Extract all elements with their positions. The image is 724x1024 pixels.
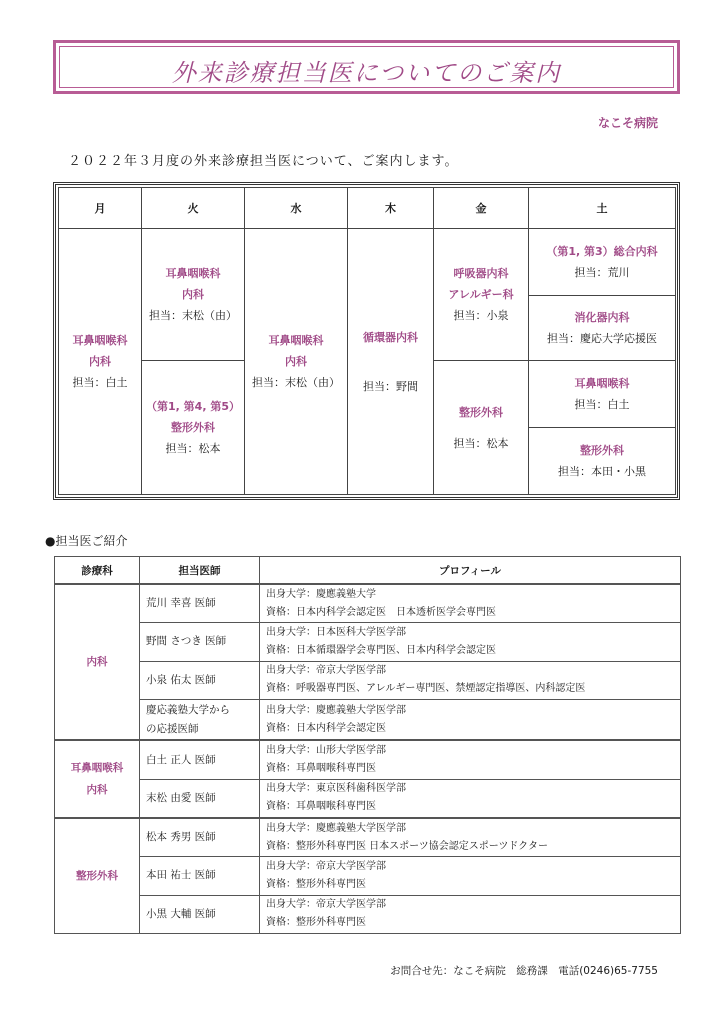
sat3-dept: 耳鼻咽喉科 <box>574 377 630 390</box>
profile-school: 出身大学：東京医科歯科医学部 <box>266 783 406 795</box>
header-doctor: 担当医師 <box>140 557 260 585</box>
profile-qual: 資格：整形外科専門医 日本スポーツ協会認定スポーツドクター <box>266 840 548 852</box>
profile-qual: 資格：耳鼻咽喉科専門医 <box>266 801 376 813</box>
wed-dept2: 内科 <box>285 355 307 368</box>
day-wed: 水 <box>245 188 348 229</box>
tue-cell-2 <box>142 361 245 495</box>
profile-school: 出身大学：慶應義塾大学医学部 <box>266 704 406 716</box>
profile-school: 出身大学：慶應義塾大学 <box>266 588 376 600</box>
mon-dept2: 内科 <box>89 355 111 368</box>
day-thu: 木 <box>348 188 434 229</box>
profile-cell <box>260 740 681 779</box>
sat2-doc: 担当：慶応大学応援医 <box>547 332 657 345</box>
doctor-name: 小泉 佑太 医師 <box>140 661 260 699</box>
dept-ent <box>55 740 140 818</box>
doctor-name <box>140 699 260 740</box>
sat3-doc: 担当：白土 <box>574 398 630 411</box>
doctor-name: 本田 祐士 医師 <box>140 857 260 895</box>
profile-school: 出身大学：慶應義塾大学医学部 <box>266 822 406 834</box>
profile-qual: 資格：日本循環器学会専門医、日本内科学会認定医 <box>266 644 496 656</box>
profile-qual: 資格：日本内科学会認定医 <box>266 722 386 734</box>
profile-cell <box>260 661 681 699</box>
profile-table <box>54 556 681 934</box>
tue1-dept1: 耳鼻咽喉科 <box>165 267 221 280</box>
contact-info: お問合せ先：なこそ病院 総務課 電話(0246)65-7755 <box>390 965 658 977</box>
dept-internal: 内科 <box>55 584 140 740</box>
tue1-doc: 担当：末松（由） <box>149 309 237 322</box>
doctor-name: 野間 さつき 医師 <box>140 623 260 661</box>
tue1-dept2: 内科 <box>182 288 204 301</box>
profile-qual: 資格：耳鼻咽喉科専門医 <box>266 763 376 774</box>
profile-cell <box>260 623 681 661</box>
header-dept: 診療科 <box>55 557 140 585</box>
page-title: 外来診療担当医についてのご案内 <box>171 59 562 87</box>
sat2-dept: 消化器内科 <box>574 311 630 324</box>
profile-qual: 資格：呼吸器専門医、アレルギー専門医、禁煙認定指導医、内科認定医 <box>266 683 586 695</box>
day-mon: 月 <box>59 188 142 229</box>
thu-cell <box>348 229 434 495</box>
mon-doc: 担当：白土 <box>72 376 128 389</box>
fri1-dept1: 呼吸器内科 <box>453 267 509 280</box>
tue2-note: （第1, 第4, 第5） <box>146 400 240 413</box>
hospital-name: なこそ病院 <box>597 116 658 130</box>
doctor-name: 松本 秀男 医師 <box>140 818 260 857</box>
profile-school: 出身大学：山形大学医学部 <box>266 745 386 756</box>
doctor-name-line2: の応援医師 <box>146 722 199 735</box>
wed-cell <box>245 229 348 495</box>
intro-text: ２０２２年３月度の外来診療担当医について、ご案内します。 <box>68 154 459 169</box>
sat1-doc: 担当：荒川 <box>574 266 630 279</box>
doctor-name: 荒川 幸喜 医師 <box>140 584 260 623</box>
sat-cell-4 <box>529 428 676 495</box>
thu-dept: 循環器内科 <box>363 330 418 344</box>
title-box <box>53 40 680 94</box>
sat4-dept: 整形外科 <box>580 444 624 457</box>
sat-cell-3 <box>529 361 676 428</box>
day-tue: 火 <box>142 188 245 229</box>
doctor-name: 小黒 大輔 医師 <box>140 895 260 933</box>
doctor-name: 末松 由愛 医師 <box>140 779 260 818</box>
profile-cell <box>260 584 681 623</box>
sat-cell-2 <box>529 296 676 361</box>
dept-ortho: 整形外科 <box>55 818 140 934</box>
profile-school: 出身大学：帝京大学医学部 <box>266 899 386 911</box>
fri2-doc: 担当：松本 <box>453 436 509 450</box>
header-profile: プロフィール <box>260 557 681 585</box>
schedule-table <box>58 187 676 495</box>
doctors-heading: ●担当医ご紹介 <box>45 534 128 548</box>
profile-cell <box>260 779 681 818</box>
profile-cell <box>260 699 681 740</box>
fri2-dept: 整形外科 <box>459 405 503 419</box>
profile-qual: 資格：整形外科専門医 <box>266 878 366 890</box>
profile-cell <box>260 895 681 933</box>
day-sat: 土 <box>529 188 676 229</box>
fri1-doc: 担当：小泉 <box>453 309 509 322</box>
profile-cell <box>260 857 681 895</box>
mon-dept1: 耳鼻咽喉科 <box>72 334 128 347</box>
day-fri: 金 <box>434 188 529 229</box>
profile-school: 出身大学：帝京大学医学部 <box>266 860 386 872</box>
doctor-name: 白土 正人 医師 <box>140 740 260 779</box>
tue-cell-1 <box>142 229 245 361</box>
sat-cell-1 <box>529 229 676 296</box>
profile-school: 出身大学：日本医科大学医学部 <box>266 626 406 638</box>
wed-doc: 担当：末松（由） <box>252 376 340 389</box>
profile-school: 出身大学：帝京大学医学部 <box>266 665 386 677</box>
sat1-dept: （第1, 第3）総合内科 <box>546 245 658 258</box>
fri-cell-1 <box>434 229 529 361</box>
profile-cell <box>260 818 681 857</box>
profile-qual: 資格：整形外科専門医 <box>266 917 366 929</box>
mon-cell <box>59 229 142 495</box>
tue2-dept: 整形外科 <box>171 421 215 434</box>
doctor-name-line1: 慶応義塾大学から <box>146 703 230 716</box>
profile-qual: 資格：日本内科学会認定医 日本透析医学会専門医 <box>266 606 496 618</box>
dept-ent-line1: 耳鼻咽喉科 <box>70 762 124 775</box>
sat4-doc: 担当：本田・小黒 <box>558 465 646 478</box>
fri-cell-2 <box>434 361 529 495</box>
fri1-dept2: アレルギー科 <box>448 288 514 301</box>
dept-ent-line2: 内科 <box>86 784 108 797</box>
tue2-doc: 担当：松本 <box>165 442 221 455</box>
thu-doc: 担当：野間 <box>363 379 418 393</box>
wed-dept1: 耳鼻咽喉科 <box>268 334 324 347</box>
